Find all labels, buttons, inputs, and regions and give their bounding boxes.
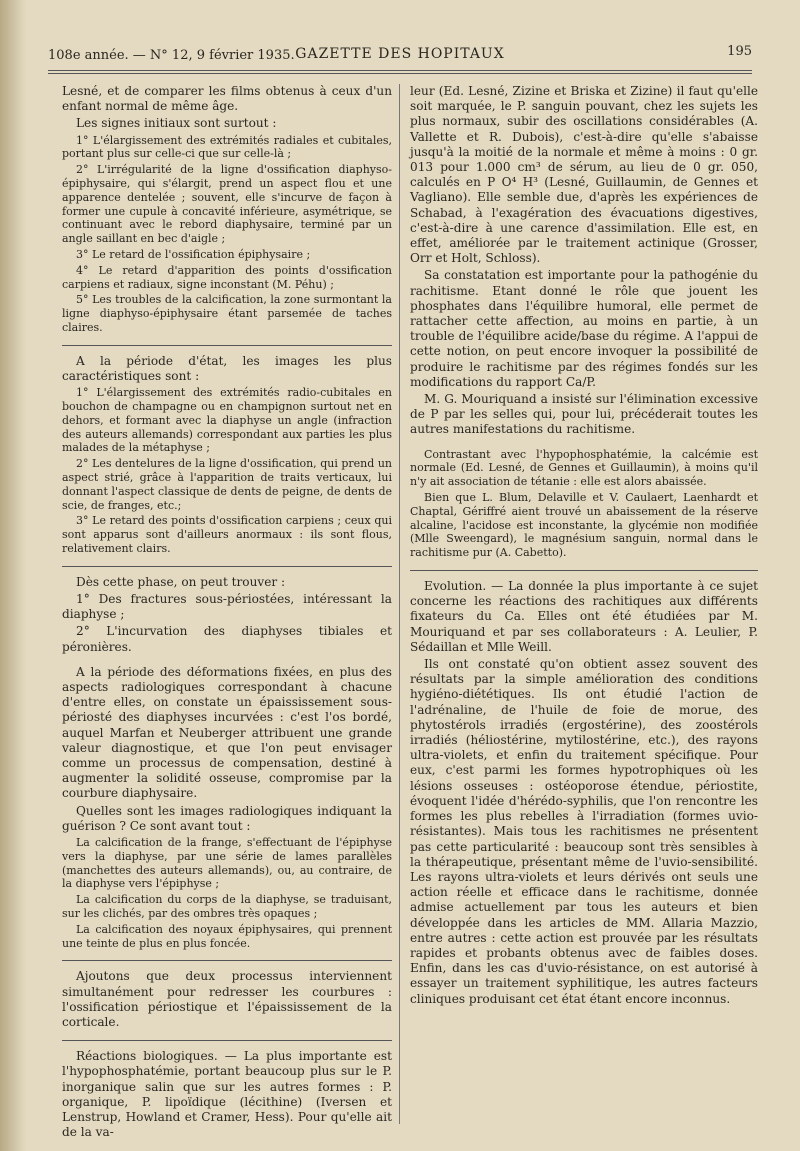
journal-title: GAZETTE DES HOPITAUX bbox=[295, 46, 505, 62]
paragraph: La calcification du corps de la diaphyse, se traduisant, sur les clichés, par des ombres très opaques ; bbox=[62, 893, 392, 920]
page-header bbox=[48, 44, 752, 66]
right-column bbox=[410, 84, 758, 1009]
column-rule bbox=[399, 84, 400, 1124]
header-rule-double bbox=[48, 73, 752, 74]
paragraph: M. G. Mouriquand a insisté sur l'élimination excessive de P par les selles qui, pour lui, précéderait toutes les autres manifestations du rachitisme. bbox=[410, 392, 758, 437]
paragraph: Dès cette phase, on peut trouver : bbox=[76, 574, 286, 589]
paragraph: A la période des déformations fixées, en plus des aspects radiologiques correspondant à chacune d'entre elles, on constate un épaississement sous-périosté des diaphyses incurvées : c'est l'os bordé, auquel Marfan et Neuberger attribuent une grande valeur diagnostique, et que l'on peut envisager comme un processus de compensation, destiné à augmenter la solidité osseuse, compromise par la courbure diaphysaire. bbox=[62, 664, 392, 801]
paragraph: Contrastant avec l'hypophosphatémie, la calcémie est normale (Ed. Lesné, de Gennes et Guillaumin), à moins qu'il n'y ait association de tétanie : elle est alors abaissée. bbox=[410, 447, 758, 489]
paragraph: Quelles sont les images radiologiques indiquant la guérison ? Ce sont avant tout : bbox=[62, 803, 392, 833]
paragraph: leur (Ed. Lesné, Zizine et Briska et Zizine) il faut qu'elle soit marquée, le P. sanguin pouvant, chez les sujets les plus normaux, subir des oscillations considérables (A. Vallette et R. Dubois), c'est-à-dire qu'elle s'abaisse jusqu'à la moitié de la normale et même à moins : 0 gr. 013 pour 1.000 cm³ de sérum, au lieu de 0 gr. 050, calculés en P O⁴ H³ (Lesné, Guillaumin, de Gennes et Vagliano). Elle semble due, d'après les expériences de Schabad, à l'exagération des évacuations digestives, c'est-à-dire à une carence d'assimilation. Elle est, en effet, améliorée par le traitement actinique (Grosser, Orr et Holt, Schloss). bbox=[410, 84, 758, 266]
paragraph: 1° Des fractures sous-périostées, intéressant la diaphyse ; bbox=[62, 591, 392, 622]
paragraph: Réactions biologiques. — La plus importante est l'hypophosphatémie, portant beaucoup plus sur le P. inorganique salin que sur les autres formes : P. organique, P. lipoïdique (lécithine) (Iversen et Lenstrup, Howland et Cramer, Hess). Pour qu'elle ait de la va- bbox=[62, 1049, 392, 1140]
paragraph: La calcification de la frange, s'effectuant de l'épiphyse vers la diaphyse, par une série de lames parallèles (manchettes des auteurs allemands), ou, au contraire, de la diaphyse vers l'épiphyse ; bbox=[62, 835, 392, 891]
paragraph: Ils ont constaté qu'on obtient assez souvent des résultats par la simple amélioration des conditions hygiéno-diététiques. Ils ont étudié l'action de l'adrénaline, de l'huile de foie de morue, des phytostérols irradiés (ergostérine), des zoostérols irradiés (héliostérine, mytilostérine, etc.), des rayons ultra-violets, et enfin du traitement spécifique. Pour eux, c'est parmi les formes hypotrophiques où les lésions osseuses : ostéoporose étendue, périostite, évoquent l'idée d'hérédo-syphilis, que l'on rencontre les formes les plus rebelles à l'irradiation (formes uvio-résistantes). Mais tous les rachitismes ne présentent pas cette particularité : beaucoup sont très sensibles à la thérapeutique, présentant même de l'uvio-sensibilité. Les rayons ultra-violets et leurs dérivés ont seuls une action réelle et efficace dans le rachitisme, donnée admise actuellement par tous les auteurs et bien développée dans les articles de MM. Allaria Mazzio, entre autres : cette action est prouvée par les résultats rapides et probants obtenus avec de faibles doses. Enfin, dans les cas d'uvio-résistance, on est autorisé à essayer un traitement syphilitique, les autres facteurs cliniques produisant cet état étant encore inconnus. bbox=[410, 657, 758, 1006]
section-divider bbox=[62, 345, 392, 346]
left-column bbox=[62, 84, 392, 1142]
paragraph: 4° Le retard d'apparition des points d'ossification carpiens et radiaux, signe inconstant (M. Péhu) ; bbox=[62, 263, 392, 291]
paragraph: A la période d'état, les images les plus caractéristiques sont : bbox=[62, 353, 392, 383]
paragraph: Ajoutons que deux processus interviennent simultanément pour redresser les courbures : l'ossification périostique et l'épaississement de la corticale. bbox=[62, 969, 392, 1029]
paragraph: La calcification des noyaux épiphysaires, qui prennent une teinte de plus en plus foncée. bbox=[62, 922, 392, 950]
page-number: 195 bbox=[727, 44, 752, 59]
page-edge-shadow bbox=[0, 0, 26, 1151]
paragraph: Evolution. — La donnée la plus importante à ce sujet concerne les réactions des rachitiques aux différents fixateurs du Ca. Elles ont été étudiées par M. Mouriquand et par ses collaborateurs : A. Leulier, P. Sédaillan et Mlle Weill. bbox=[410, 579, 758, 654]
paragraph: Sa constatation est importante pour la pathogénie du rachitisme. Etant donné le rôle que jouent les phosphates dans l'équilibre humoral, elle permet de rattacher cette affection, au moins en partie, à un trouble de l'équilibre acide/base du régime. A l'appui de cette notion, on peut encore invoquer la possibilité de produire le rachitisme par des régimes fondés sur les modifications du rapport Ca/P. bbox=[410, 268, 758, 389]
section-divider bbox=[410, 570, 758, 571]
paragraph: 2° L'irrégularité de la ligne d'ossification diaphyso-épiphysaire, qui s'élargit, prend un aspect flou et une apparence dentelée ; souvent, elle s'incurve de façon à former une cupule à concavité inférieure, asymétrique, se continuant avec le rebord diaphysaire, terminé par un angle saillant en bec d'aigle ; bbox=[62, 163, 392, 246]
section-divider bbox=[62, 566, 392, 567]
paragraph: Lesné, et de comparer les films obtenus à ceux d'un enfant normal de même âge. bbox=[62, 84, 392, 114]
section-divider bbox=[62, 960, 392, 961]
issue-line: 108e année. — N° 12, 9 février 1935. bbox=[48, 48, 295, 63]
paragraph: Les signes initiaux sont surtout : bbox=[76, 116, 277, 131]
paragraph: 5° Les troubles de la calcification, la zone surmontant la ligne diaphyso-épiphysaire étant parsemée de taches claires. bbox=[62, 293, 392, 334]
paragraph: 2° Les dentelures de la ligne d'ossification, qui prend un aspect strié, grâce à l'apparition de traits verticaux, lui donnant l'aspect classique de dents de peigne, de dents de scie, de franges, etc.; bbox=[62, 457, 392, 512]
paragraph: 3° Le retard de l'ossification épiphysaire ; bbox=[76, 247, 311, 261]
paragraph: Bien que L. Blum, Delaville et V. Caulaert, Laenhardt et Chaptal, Gériffré aient trouvé un abaissement de la réserve alcaline, l'acidose est inconstante, la glycémie non modifiée (Mlle Sweengard), le magnésium sanguin, normal dans le rachitisme pur (A. Cabetto). bbox=[410, 491, 758, 560]
paragraph: 2° L'incurvation des diaphyses tibiales et péronières. bbox=[62, 624, 392, 654]
paragraph: 3° Le retard des points d'ossification carpiens ; ceux qui sont apparus sont d'ailleurs anormaux : ils sont flous, relativement clairs. bbox=[62, 514, 392, 555]
paragraph: 1° L'élargissement des extrémités radio-cubitales en bouchon de champagne ou en champignon surtout net en dehors, et formant avec la diaphyse un angle (infraction des auteurs allemands) correspondant aux parties les plus malades de la métaphyse ; bbox=[62, 386, 392, 455]
section-divider bbox=[62, 1040, 392, 1041]
header-rule bbox=[48, 70, 752, 71]
paragraph: 1° L'élargissement des extrémités radiales et cubitales, portant plus sur celle-ci que sur celle-là ; bbox=[62, 133, 392, 161]
